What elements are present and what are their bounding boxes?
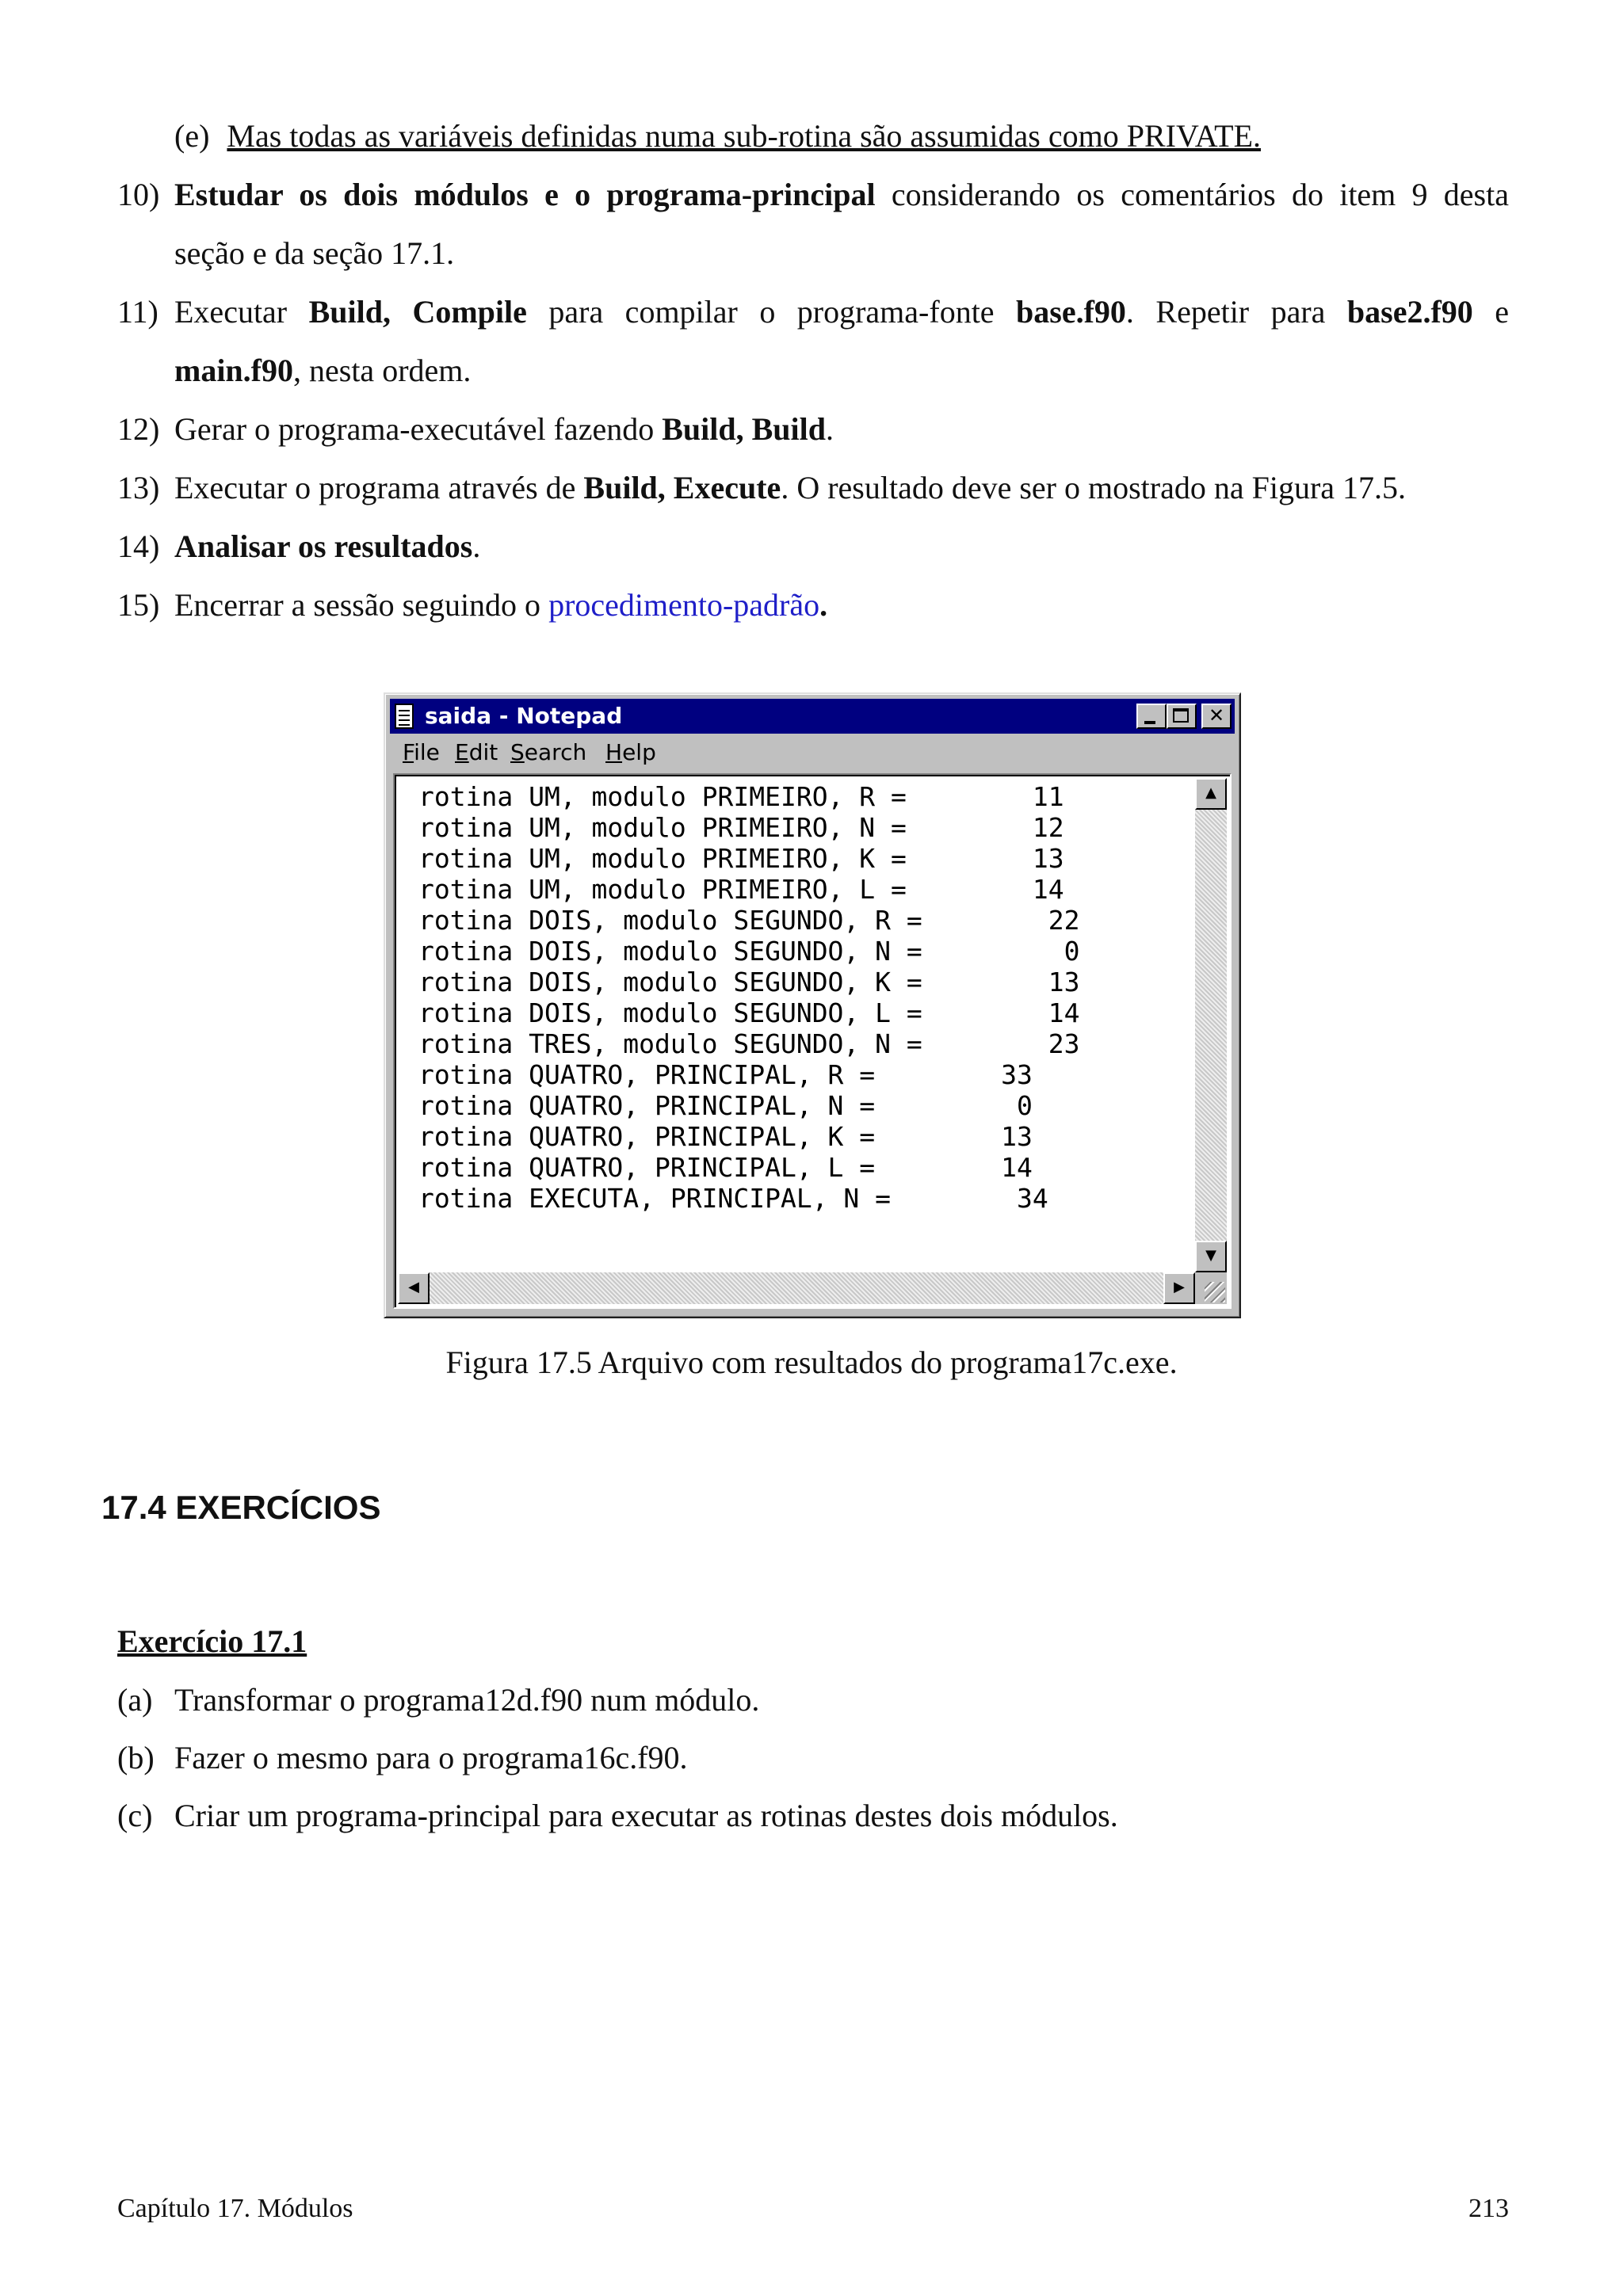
text-line: rotina UM, modulo PRIMEIRO, K = 13 xyxy=(418,843,1064,874)
text-line: rotina EXECUTA, PRINCIPAL, N = 34 xyxy=(418,1183,1048,1214)
file-content[interactable] xyxy=(418,781,1079,1214)
item-number: 13) xyxy=(117,470,160,505)
item-15-end: . xyxy=(819,587,828,623)
item-11-text: , nesta ordem. xyxy=(293,353,472,388)
maximize-icon xyxy=(1173,708,1189,723)
item-number: 11) xyxy=(117,294,158,330)
page-number: 213 xyxy=(1468,2194,1509,2223)
menu-accelerator: E xyxy=(455,739,469,765)
text-line: rotina QUATRO, PRINCIPAL, K = 13 xyxy=(418,1121,1033,1152)
text-line: rotina UM, modulo PRIMEIRO, N = 12 xyxy=(418,812,1064,843)
item-11-line-2 xyxy=(174,352,471,390)
exercise-marker: (b) xyxy=(117,1740,155,1775)
maximize-button[interactable] xyxy=(1167,704,1197,729)
exercise-title-text: Exercício 17.1 xyxy=(117,1623,307,1659)
item-number: 14) xyxy=(117,528,160,564)
footer-chapter: Capítulo 17. Módulos xyxy=(117,2194,353,2223)
minimize-icon xyxy=(1144,721,1155,724)
procedimento-padrao-link[interactable]: procedimento-padrão xyxy=(548,587,820,623)
item-13-text: Executar o programa através de xyxy=(174,470,576,505)
window-title: saida - Notepad xyxy=(425,703,623,729)
item-text: Mas todas as variáveis definidas numa sub-rotina são assumidas como PRIVATE. xyxy=(227,118,1262,154)
item-number: 12) xyxy=(117,411,160,447)
item-11-text: Executar xyxy=(174,294,288,330)
item-11-text: . Repetir para xyxy=(1125,294,1326,330)
menu-help[interactable] xyxy=(605,740,656,765)
resize-grip-icon xyxy=(1205,1282,1225,1302)
figure-caption: Figura 17.5 Arquivo com resultados do programa17c.exe. xyxy=(445,1344,1178,1380)
text-line: rotina UM, modulo PRIMEIRO, L = 14 xyxy=(418,874,1064,905)
exercise-title xyxy=(117,1623,307,1661)
arrow-down-icon: ▼ xyxy=(1205,1247,1216,1264)
menu-search[interactable] xyxy=(510,740,586,765)
notepad-icon xyxy=(395,704,414,729)
list-marker: (e) xyxy=(174,118,210,154)
scroll-right-button[interactable] xyxy=(1163,1272,1195,1304)
item-12 xyxy=(174,410,834,448)
arrow-up-icon: ▲ xyxy=(1205,784,1216,801)
exercise-item: Fazer o mesmo para o programa16c.f90. xyxy=(174,1740,688,1775)
section-title: 17.4 EXERCÍCIOS xyxy=(101,1489,381,1526)
item-10-line-1 xyxy=(174,176,1509,214)
text-line: rotina DOIS, modulo SEGUNDO, L = 14 xyxy=(418,997,1080,1028)
item-15-text: Encerrar a sessão seguindo o xyxy=(174,587,541,623)
text-line: rotina DOIS, modulo SEGUNDO, K = 13 xyxy=(418,967,1080,997)
item-number: 15) xyxy=(117,587,160,623)
item-12-end: . xyxy=(826,411,834,447)
close-button[interactable] xyxy=(1201,704,1232,729)
title-bar[interactable] xyxy=(390,699,1235,734)
item-11-line-1 xyxy=(174,293,1509,331)
item-10-text: considerando os comentários do item 9 desta xyxy=(891,177,1509,212)
item-14 xyxy=(174,528,480,566)
item-14-end: . xyxy=(472,528,481,564)
item-11-bold: main.f90 xyxy=(174,353,293,388)
arrow-left-icon: ◀ xyxy=(408,1279,419,1295)
text-line: rotina QUATRO, PRINCIPAL, L = 14 xyxy=(418,1152,1033,1183)
item-10-bold: Estudar os dois módulos e o programa-principal xyxy=(174,177,876,212)
item-13 xyxy=(174,469,1406,507)
item-11-bold: base2.f90 xyxy=(1346,294,1473,330)
menu-accelerator: S xyxy=(510,739,525,765)
minimize-button[interactable] xyxy=(1136,704,1167,729)
menu-label: elp xyxy=(622,739,656,765)
item-11-text: e xyxy=(1495,294,1510,330)
text-line: rotina TRES, modulo SEGUNDO, N = 23 xyxy=(418,1028,1080,1059)
vertical-scrollbar[interactable] xyxy=(1195,778,1227,1272)
item-12-text: Gerar o programa-executável fazendo xyxy=(174,411,655,447)
item-13-rest: . O resultado deve ser o mostrado na Figura 17.5. xyxy=(781,470,1407,505)
text-line: rotina DOIS, modulo SEGUNDO, N = 0 xyxy=(418,936,1080,967)
horizontal-scrollbar[interactable] xyxy=(398,1272,1195,1304)
text-line: rotina QUATRO, PRINCIPAL, R = 33 xyxy=(418,1059,1033,1090)
exercise-marker: (c) xyxy=(117,1798,153,1833)
menu-edit[interactable] xyxy=(455,740,498,765)
exercise-item: Transformar o programa12d.f90 num módulo. xyxy=(174,1682,760,1718)
size-grip[interactable] xyxy=(1195,1272,1227,1304)
text-line: rotina UM, modulo PRIMEIRO, R = 11 xyxy=(418,781,1064,812)
item-11-bold: Build, Compile xyxy=(308,294,527,330)
scroll-up-button[interactable] xyxy=(1195,778,1227,810)
text-line: rotina DOIS, modulo SEGUNDO, R = 22 xyxy=(418,905,1080,936)
text-editor[interactable] xyxy=(393,773,1232,1309)
item-15 xyxy=(174,586,827,624)
exercise-item: Criar um programa-principal para executar as rotinas destes dois módulos. xyxy=(174,1798,1118,1833)
item-12-bold: Build, Build xyxy=(662,411,826,447)
scroll-down-button[interactable] xyxy=(1195,1241,1227,1272)
item-13-bold: Build, Execute xyxy=(583,470,781,505)
item-11-bold: base.f90 xyxy=(1016,294,1126,330)
exercise-marker: (a) xyxy=(117,1682,153,1718)
notepad-window xyxy=(384,692,1241,1318)
menu-label: dit xyxy=(468,739,498,765)
menu-file[interactable] xyxy=(403,740,440,765)
scroll-left-button[interactable] xyxy=(398,1272,430,1304)
menu-accelerator: H xyxy=(605,739,623,765)
item-14-bold: Analisar os resultados xyxy=(174,528,473,564)
arrow-right-icon: ▶ xyxy=(1174,1279,1185,1295)
item-number: 10) xyxy=(117,177,160,212)
menu-label: earch xyxy=(524,739,587,765)
menu-label: ile xyxy=(414,739,440,765)
item-11-text: para compilar o programa-fonte xyxy=(548,294,995,330)
close-icon: ✕ xyxy=(1208,704,1225,727)
text-line: rotina QUATRO, PRINCIPAL, N = 0 xyxy=(418,1090,1033,1121)
item-10-line-2: seção e da seção 17.1. xyxy=(174,235,455,271)
menu-accelerator: F xyxy=(403,739,414,765)
list-item-e xyxy=(174,117,1261,155)
